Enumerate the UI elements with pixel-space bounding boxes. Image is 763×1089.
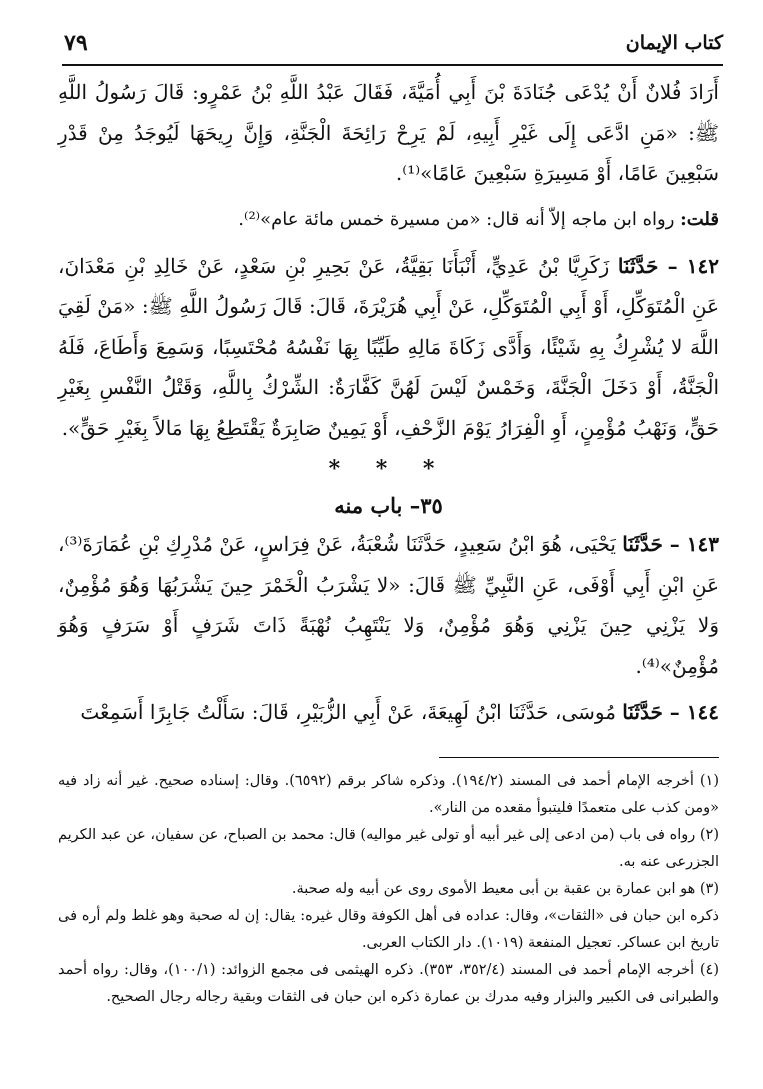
section-divider: * * *	[328, 456, 449, 482]
hadith-143-text: يَحْيَى، هُوَ ابْنُ سَعِيدٍ، حَدَّثَنَا شُعْبَةُ، عَنْ فِرَاسٍ، عَنْ مُدْرِكِ بْنِ عُمَارَةَ⁽³⁾، عَنِ ابْنِ أَبِي أَوْفَى، عَنِ النَّبِيِّ ﷺ قَالَ: «لا يَشْرَبُ الْخَمْرَ حِينَ يَشْرَبُهَا وَهُوَ مُؤْمِنٌ، وَلا يَزْنِي حِينَ يَزْنِي وَهُوَ مُؤْمِنٌ، وَلا يَنْتَهِبُ نُهْبَةً ذَاتَ شَرَفٍ أَوْ سَرَفٍ وَهُوَ مُؤْمِنٌ»⁽⁴⁾.	[58, 532, 719, 678]
footnotes	[58, 768, 719, 1011]
footnote-3: (٣) هو ابن عمارة بن عقبة بن أبى معيط الأموى روى عن أبيه وله صحبة.	[291, 881, 719, 897]
footnote-2: (٢) رواه فى باب (من ادعى إلى غير أبيه أو تولى غير مواليه) قال: محمد بن الصباح، عن سفيان، عن عبد الكريم الجزرعى عنه به.	[58, 827, 719, 870]
running-title: كتاب الإيمان	[625, 32, 723, 54]
hadith-144-number: ١٤٤ – حَدَّثَنَا	[622, 700, 719, 724]
page-number: ٧٩	[64, 30, 88, 56]
note-label: قلت:	[680, 208, 719, 230]
footnote-3-continued: ذكره ابن حبان فى «الثقات»، وقال: عداده فى أهل الكوفة وقال غيره: يقال: إن له صحبة وهو غلط ولم أره فى تاريخ ابن عساكر. تعجيل المنفعة (١٠١٩). دار الكتاب العربى.	[58, 908, 719, 951]
footnote-1: (١) أخرجه الإمام أحمد فى المسند (١٩٤/٢). وذكره شاكر برقم (٦٥٩٢). وقال: إسناده صحيح. غير أنه زاد فيه «ومن كذب على متعمدًا فليتبوأ مقعده من النار».	[58, 773, 719, 816]
chapter-heading: ٣٥– باب منه	[334, 493, 443, 518]
footnote-4: (٤) أخرجه الإمام أحمد فى المسند (٣٥٢/٤، ٣٥٣). ذكره الهيثمى فى مجمع الزوائد: (١٠٠/١)، وقال: رواه أحمد والطبرانى فى الكبير والبزار وفيه مدرك بن عمارة ذكره ابن حبان فى الثقات وبقية رجاله رجال الصحيح.	[58, 962, 720, 1005]
hadith-143-number: ١٤٣ – حَدَّثَنَا	[622, 532, 720, 556]
note-text: رواه ابن ماجه إلاّ أنه قال: «من مسيرة خمس مائة عام»⁽²⁾.	[238, 208, 681, 230]
hadith-142-number: ١٤٢ – حَدَّثَنَا	[617, 253, 720, 278]
page-header	[62, 28, 723, 66]
hadith-144-text: مُوسَى، حَدَّثَنَا ابْنُ لَهِيعَةَ، عَنْ أَبِي الزُّبَيْرِ، قَالَ: سَأَلْتُ جَابِرًا أَسَمِعْتَ	[80, 700, 623, 724]
author-note	[58, 200, 719, 240]
footnote-separator	[439, 757, 719, 758]
hadith-continuation: أَرَادَ فُلانٌ أَنْ يُدْعَى جُنَادَةَ بْنَ أَبِي أُمَيَّةَ، فَقَالَ عَبْدُ اللَّهِ بْنُ عَمْرٍو: قَالَ رَسُولُ اللَّهِ ﷺ: «مَنِ ادَّعَى إِلَى غَيْرِ أَبِيهِ، لَمْ يَرِحْ رَائِحَةَ الْجَنَّةِ، وَإِنَّ رِيحَهَا لَيُوجَدُ مِنْ قَدْرِ سَبْعِينَ عَامًا، أَوْ مَسِيرَةِ سَبْعِينَ عَامًا»⁽¹⁾.	[58, 80, 719, 185]
hadith-143	[58, 524, 719, 686]
main-text	[58, 72, 719, 733]
hadith-142	[58, 246, 719, 449]
hadith-142-text: زَكَرِيَّا بْنُ عَدِيٍّ، أَنْبَأَنَا بَقِيَّةُ، عَنْ بَحِيرِ بْنِ سَعْدٍ، عَنْ خَالِدِ بْنِ مَعْدَانَ، عَنِ الْمُتَوَكِّلِ، أَوْ أَبِي الْمُتَوَكِّلِ، عَنْ أَبِي هُرَيْرَةَ، قَالَ: قَالَ رَسُولُ اللَّهِ ﷺ: «مَنْ لَقِيَ اللَّهَ لا يُشْرِكُ بِهِ شَيْئًا، وَأَدَّى زَكَاةَ مَالِهِ طَيِّبًا بِهَا نَفْسُهُ مُحْتَسِبًا، وَسَمِعَ وَأَطَاعَ، فَلَهُ الْجَنَّةُ، أَوْ دَخَلَ الْجَنَّةَ، وَخَمْسٌ لَيْسَ لَهُنَّ كَفَّارَةٌ: الشِّرْكُ بِاللَّهِ، وَقَتْلُ النَّفْسِ بِغَيْرِ حَقٍّ، وَنَهْبُ مُؤْمِنٍ، أَوِ الْفِرَارُ يَوْمَ الزَّحْفِ، أَوْ يَمِينٌ صَابِرَةٌ يَقْتَطِعُ بِهَا مَالاً بِغَيْرِ حَقٍّ».	[58, 253, 719, 440]
hadith-144	[58, 692, 719, 733]
